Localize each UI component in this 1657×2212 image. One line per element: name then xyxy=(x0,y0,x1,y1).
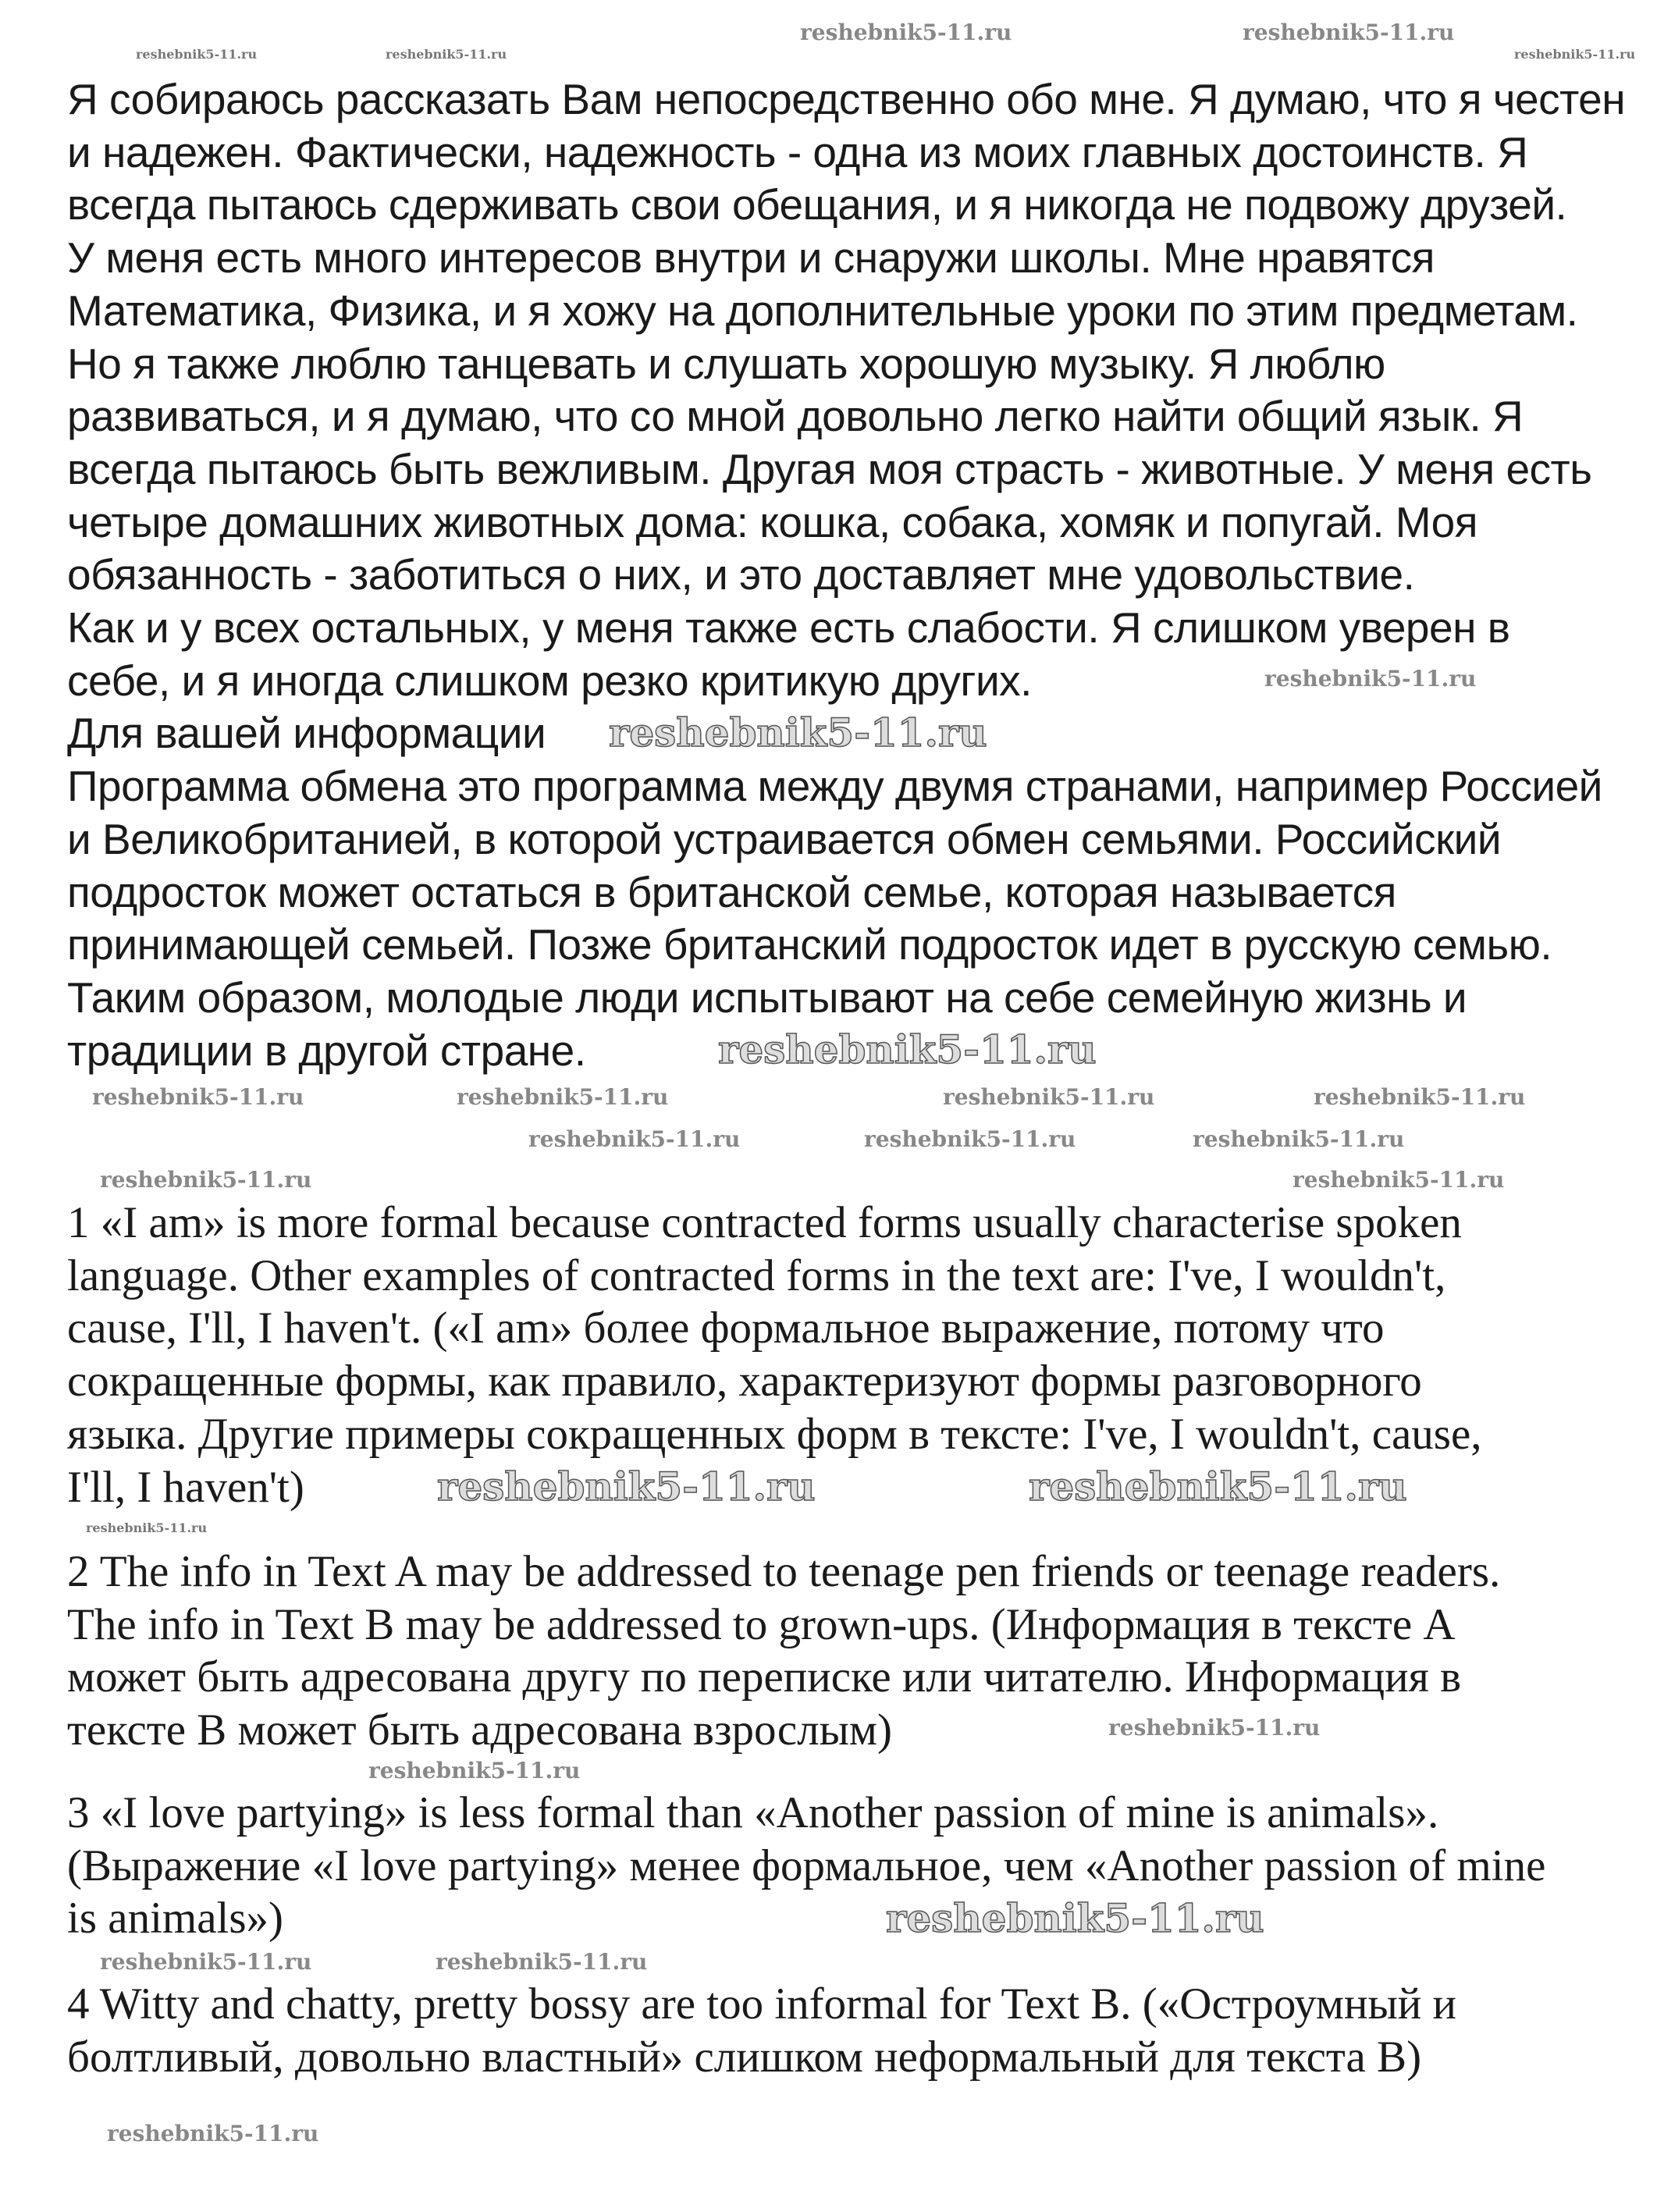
text-line: Для вашей информации xyxy=(67,709,546,758)
text-line: 3 «I love partying» is less formal than «Another passion of mine is animals». xyxy=(67,1788,1439,1837)
watermark: reshebnik5-11.ru xyxy=(1293,1167,1505,1193)
text-line: может быть адресована другу по переписке или читателю. Информация в xyxy=(67,1652,1462,1702)
text-line: is animals») xyxy=(67,1894,284,1944)
watermark: reshebnik5-11.ru xyxy=(864,1126,1076,1152)
watermark: reshebnik5-11.ru xyxy=(457,1084,669,1110)
watermark: reshebnik5-11.ru xyxy=(718,1026,1097,1072)
text-line: (Выражение «I love partying» менее формальное, чем «Another passion of mine xyxy=(67,1840,1546,1890)
text-line: Я собираюсь рассказать Вам непосредственно обо мне. Я думаю, что я честен xyxy=(67,75,1626,123)
text-line: Программа обмена это программа между двумя странами, например Россией xyxy=(67,762,1602,811)
text-line: The info in Text B may be addressed to grown-ups. (Информация в тексте А xyxy=(67,1599,1456,1649)
text-line: Математика, Физика, и я хожу на дополнительные уроки по этим предметам. xyxy=(67,286,1578,335)
watermark: reshebnik5-11.ru xyxy=(1193,1126,1405,1152)
watermark: reshebnik5-11.ru xyxy=(107,2121,319,2146)
text-line: тексте В может быть адресована взрослым) xyxy=(67,1705,892,1755)
text-line: I'll, I haven't) xyxy=(67,1462,304,1512)
text-line: себе, и я иногда слишком резко критикую других. xyxy=(67,656,1032,705)
watermark: reshebnik5-11.ru xyxy=(1514,47,1636,62)
watermark: reshebnik5-11.ru xyxy=(368,1758,581,1783)
text-line: и Великобританией, в которой устраивается обмен семьями. Российский xyxy=(67,814,1502,863)
watermark: reshebnik5-11.ru xyxy=(86,1520,208,1535)
text-line: Как и у всех остальных, у меня также есть слабости. Я слишком уверен в xyxy=(67,603,1510,652)
text-line: обязанность - заботиться о них, и это доставляет мне удовольствие. xyxy=(67,550,1415,599)
text-line: традиции в другой стране. xyxy=(67,1026,586,1075)
text-line: болтливый, довольно властный» слишком неформальный для текста В) xyxy=(67,2032,1422,2082)
text-line: принимающей семьей. Позже британский подросток идет в русскую семью. xyxy=(67,920,1552,969)
watermark: reshebnik5-11.ru xyxy=(1108,1715,1321,1741)
watermark: reshebnik5-11.ru xyxy=(800,20,1012,45)
text-line: Но я также люблю танцевать и слушать хорошую музыку. Я люблю xyxy=(67,339,1385,388)
watermark: reshebnik5-11.ru xyxy=(100,1949,312,1975)
text-line: четыре домашних животных дома: кошка, собака, хомяк и попугай. Моя xyxy=(67,497,1478,546)
text-line: cause, I'll, I haven't. («I am» более формальное выражение, потому что xyxy=(67,1303,1385,1353)
watermark: reshebnik5-11.ru xyxy=(437,1463,816,1510)
watermark: reshebnik5-11.ru xyxy=(1243,20,1455,45)
watermark: reshebnik5-11.ru xyxy=(100,1167,312,1193)
text-line: сокращенные формы, как правило, характеризуют формы разговорного xyxy=(67,1357,1422,1407)
watermark: reshebnik5-11.ru xyxy=(943,1084,1155,1110)
watermark: reshebnik5-11.ru xyxy=(609,709,987,756)
text-line: и надежен. Фактически, надежность - одна из моих главных достоинств. Я xyxy=(67,127,1528,176)
watermark: reshebnik5-11.ru xyxy=(528,1126,741,1152)
watermark: reshebnik5-11.ru xyxy=(1264,666,1477,692)
watermark: reshebnik5-11.ru xyxy=(92,1084,304,1110)
text-line: всегда пытаюсь сдерживать свои обещания, и я никогда не подвожу друзей. xyxy=(67,180,1567,229)
watermark: reshebnik5-11.ru xyxy=(886,1895,1264,1941)
watermark: reshebnik5-11.ru xyxy=(1029,1463,1407,1510)
text-line: 1 «I am» is more formal because contracted forms usually characterise spoken xyxy=(67,1198,1462,1247)
watermark: reshebnik5-11.ru xyxy=(136,47,258,62)
text-line: подросток может остаться в британской семье, которая называется xyxy=(67,867,1396,916)
text-line: всегда пытаюсь быть вежливым. Другая моя страсть - животные. У меня есть xyxy=(67,444,1592,493)
watermark: reshebnik5-11.ru xyxy=(1314,1084,1526,1110)
text-line: развиваться, и я думаю, что со мной довольно легко найти общий язык. Я xyxy=(67,392,1524,441)
text-line: У меня есть много интересов внутри и снаружи школы. Мне нравятся xyxy=(67,233,1435,283)
text-line: language. Other examples of contracted forms in the text are: I've, I wouldn't, xyxy=(67,1250,1446,1300)
text-line: языка. Другие примеры сокращенных форм в тексте: I've, I wouldn't, cause, xyxy=(67,1409,1482,1459)
text-line: 4 Witty and chatty, pretty bossy are too informal for Text B. («Остроумный и xyxy=(67,1979,1457,2029)
watermark: reshebnik5-11.ru xyxy=(436,1949,648,1975)
watermark: reshebnik5-11.ru xyxy=(386,47,507,62)
text-line: Таким образом, молодые люди испытывают на себе семейную жизнь и xyxy=(67,973,1467,1022)
text-line: 2 The info in Text A may be addressed to teenage pen friends or teenage readers. xyxy=(67,1547,1501,1596)
